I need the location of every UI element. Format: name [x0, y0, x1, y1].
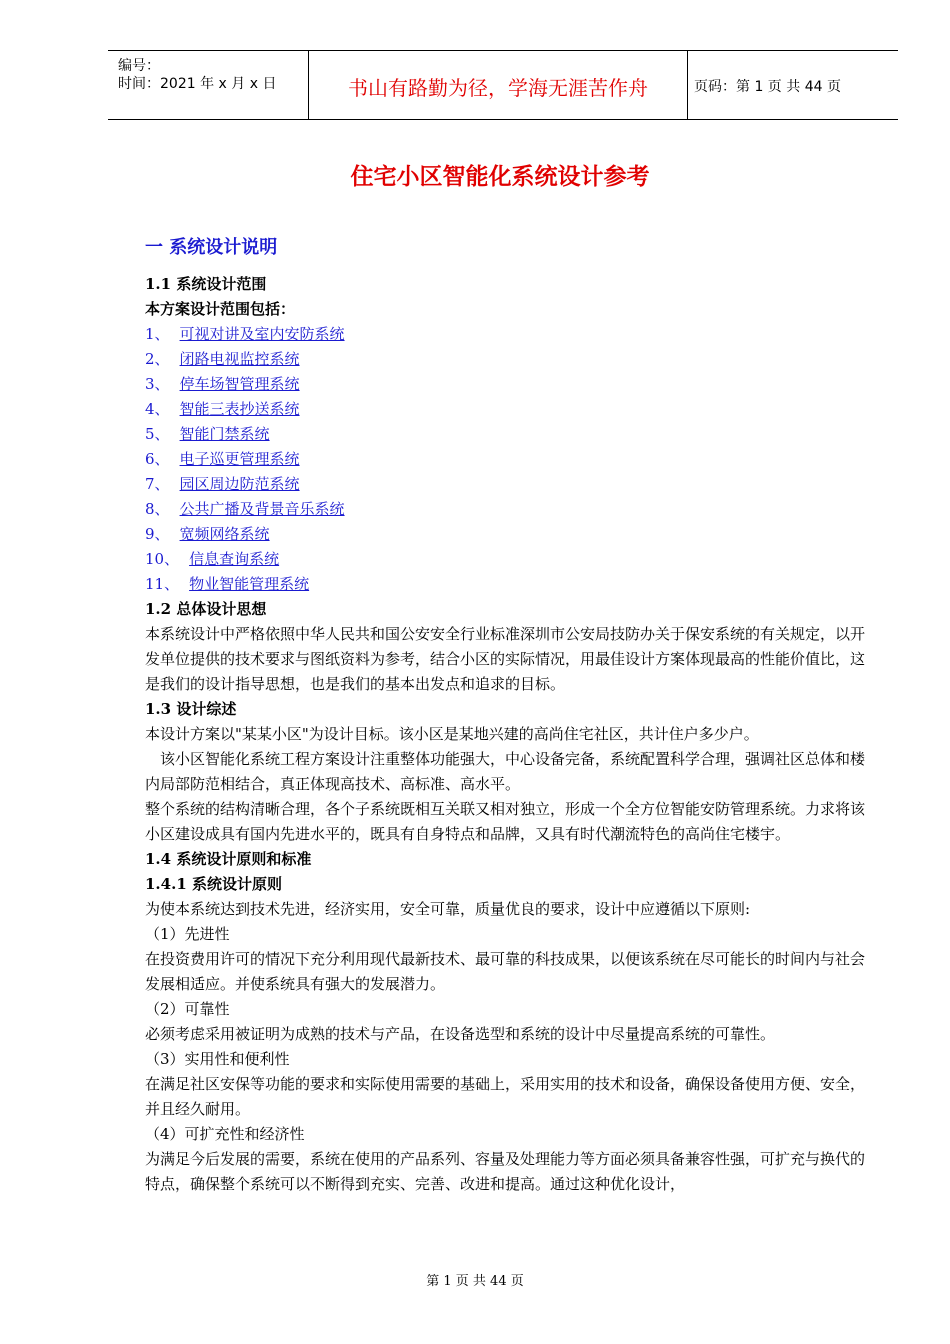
scope-item[interactable]: [145, 572, 865, 597]
header-motto: 书山有路勤为径，学海无涯苦作舟: [348, 76, 648, 100]
scope-item[interactable]: [145, 547, 865, 572]
document-title: 住宅小区智能化系统设计参考: [350, 163, 650, 190]
header-table: [108, 50, 898, 120]
paragraph: 整个系统的结构清晰合理，各个子系统既相互关联又相对独立，形成一个全方位智能安防管理系统。力求将该小区建设成具有国内先进水平的，既具有自身特点和品牌，又具有时代潮流特色的高尚住宅楼宇。: [145, 800, 866, 843]
section-heading: 一 系统设计说明: [145, 237, 278, 258]
paragraph: 在投资费用许可的情况下充分利用现代最新技术、最可靠的科技成果，以便该系统在尽可能长的时间内与社会发展相适应。并使系统具有强大的发展潜力。: [145, 950, 866, 993]
document-time-label: 时间：2021 年 x 月 x 日: [118, 76, 277, 92]
scope-item[interactable]: [145, 497, 865, 522]
document-body: [145, 234, 865, 1197]
principle-title: （2）可靠性: [145, 1000, 230, 1018]
item-number: 10、: [145, 550, 180, 568]
subsection-heading: 1.3 设计综述: [145, 700, 237, 718]
item-text: 停车场智管理系统: [179, 375, 300, 393]
principle-title: （4）可扩充性和经济性: [145, 1125, 305, 1143]
paragraph: 为满足今后发展的需要，系统在使用的产品系列、容量及处理能力等方面必须具备兼容性强，可扩充与换代的特点，确保整个系统可以不断得到充实、完善、改进和提高。通过这种优化设计，: [145, 1150, 866, 1193]
document-number-label: 编号：: [118, 58, 160, 74]
subsubsection-heading: 1.4.1 系统设计原则: [145, 875, 282, 893]
paragraph: 本系统设计中严格依照中华人民共和国公安安全行业标准深圳市公安局技防办关于保安系统的有关规定，以开发单位提供的技术要求与图纸资料为参考，结合小区的实际情况，用最佳设计方案体现最高的性能价值比，这是我们的设计指导思想，也是我们的基本出发点和追求的目标。: [145, 625, 866, 693]
header-right-cell: [686, 51, 898, 119]
item-text: 信息查询系统: [189, 550, 280, 568]
item-text: 智能三表抄送系统: [179, 400, 300, 418]
item-number: 3、: [145, 375, 170, 393]
item-text: 物业智能管理系统: [189, 575, 310, 593]
item-number: 5、: [145, 425, 170, 443]
scope-intro: 本方案设计范围包括：: [145, 300, 296, 318]
paragraph: 该小区智能化系统工程方案设计注重整体功能强大，中心设备完备，系统配置科学合理，强调社区总体和楼内局部防范相结合，真正体现高技术、高标准、高水平。: [145, 750, 866, 793]
item-text: 园区周边防范系统: [179, 475, 300, 493]
item-text: 电子巡更管理系统: [179, 450, 300, 468]
header-center-cell: [308, 51, 688, 119]
scope-item[interactable]: [145, 447, 865, 472]
paragraph: 必须考虑采用被证明为成熟的技术与产品，在设备选型和系统的设计中尽量提高系统的可靠性。: [145, 1025, 776, 1043]
subsection-heading: 1.4 系统设计原则和标准: [145, 850, 312, 868]
scope-item[interactable]: [145, 322, 865, 347]
scope-item[interactable]: [145, 372, 865, 397]
scope-item[interactable]: [145, 522, 865, 547]
item-number: 6、: [145, 450, 170, 468]
paragraph: 在满足社区安保等功能的要求和实际使用需要的基础上，采用实用的技术和设备，确保设备使用方便、安全，并且经久耐用。: [145, 1075, 866, 1118]
item-number: 1、: [145, 325, 170, 343]
subsection-heading: 1.2 总体设计思想: [145, 600, 267, 618]
scope-item[interactable]: [145, 472, 865, 497]
page-footer: 第 1 页 共 44 页: [426, 1274, 524, 1289]
scope-list: [145, 322, 865, 597]
scope-item[interactable]: [145, 422, 865, 447]
scope-item[interactable]: [145, 397, 865, 422]
paragraph: 为使本系统达到技术先进，经济实用，安全可靠，质量优良的要求，设计中应遵循以下原则:: [145, 900, 751, 918]
item-number: 2、: [145, 350, 170, 368]
principle-title: （3）实用性和便利性: [145, 1050, 290, 1068]
item-number: 8、: [145, 500, 170, 518]
item-number: 7、: [145, 475, 170, 493]
item-number: 9、: [145, 525, 170, 543]
header-left-cell: [108, 51, 308, 119]
scope-item[interactable]: [145, 347, 865, 372]
item-text: 可视对讲及室内安防系统: [179, 325, 345, 343]
item-text: 公共广播及背景音乐系统: [179, 500, 345, 518]
item-number: 11、: [145, 575, 180, 593]
header-page-info: 页码：第 1 页 共 44 页: [694, 79, 841, 95]
item-text: 智能门禁系统: [179, 425, 270, 443]
principle-title: （1）先进性: [145, 925, 230, 943]
item-text: 闭路电视监控系统: [179, 350, 300, 368]
item-text: 宽频网络系统: [179, 525, 270, 543]
paragraph: 本设计方案以"某某小区"为设计目标。该小区是某地兴建的高尚住宅社区，共计住户多少户。: [145, 725, 759, 743]
item-number: 4、: [145, 400, 170, 418]
subsection-heading: 1.1 系统设计范围: [145, 275, 267, 293]
